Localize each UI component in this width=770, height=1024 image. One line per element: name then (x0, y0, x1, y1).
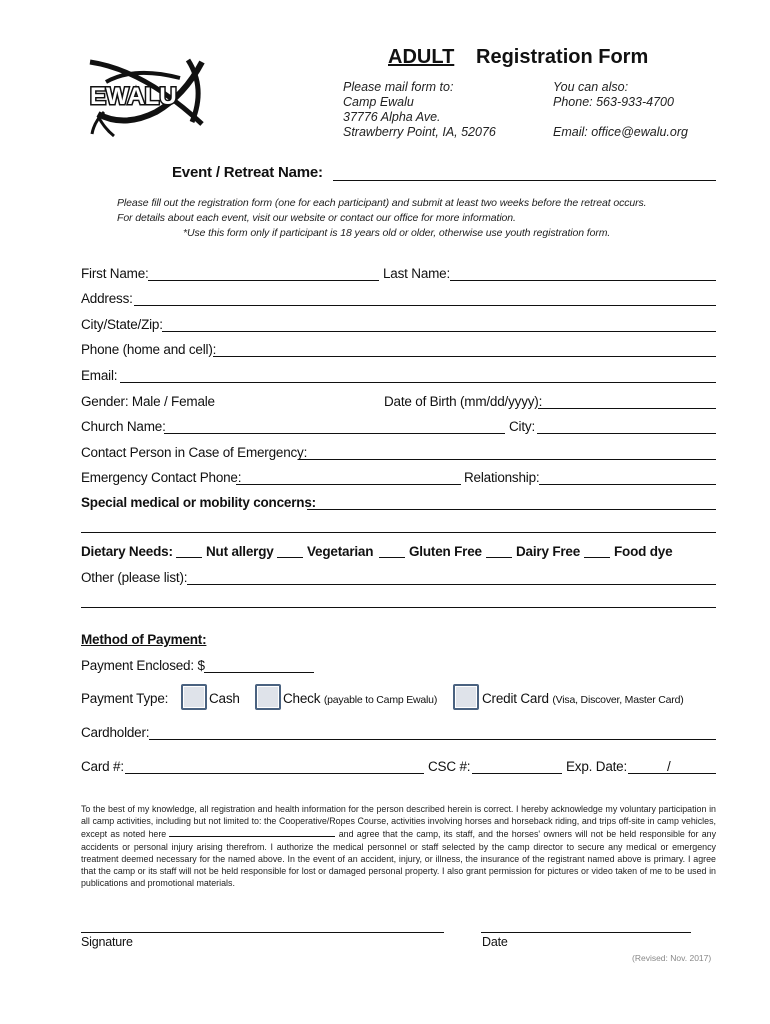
credit-card-label (482, 691, 684, 706)
card-number-label: Card #: (81, 759, 124, 774)
phone-field[interactable] (213, 356, 716, 357)
medical-label: Special medical or mobility concerns: (81, 495, 316, 510)
first-name-label: First Name: (81, 266, 149, 281)
exp-date-label: Exp. Date: (566, 759, 628, 774)
payment-type-label: Payment Type: (81, 691, 169, 706)
other-field-line-2[interactable] (81, 607, 716, 608)
ewalu-logo (84, 52, 210, 138)
email-field[interactable] (120, 382, 716, 383)
nut-allergy-blank[interactable] (176, 557, 202, 558)
church-name-field[interactable] (164, 433, 505, 434)
cardholder-field[interactable] (149, 739, 716, 740)
food-dye-blank[interactable] (584, 557, 610, 558)
exp-date-separator: / (667, 759, 671, 774)
emergency-phone-field[interactable] (236, 484, 461, 485)
event-label: Event / Retreat Name: (172, 164, 323, 181)
city-field[interactable] (537, 433, 716, 434)
credit-card-note: (Visa, Discover, Master Card) (552, 694, 684, 706)
vegetarian-label: Vegetarian (307, 544, 374, 559)
credit-card-text: Credit Card (482, 691, 549, 706)
revised-note: (Revised: Nov. 2017) (632, 953, 712, 963)
mail-line: 37776 Alpha Ave. (343, 110, 441, 124)
credit-card-checkbox[interactable] (453, 684, 479, 710)
dob-field[interactable] (538, 408, 716, 409)
dairy-free-label: Dairy Free (516, 544, 581, 559)
title-adult: ADULT (388, 46, 455, 68)
phone-label: Phone (home and cell): (81, 342, 217, 357)
emergency-contact-field[interactable] (299, 459, 716, 460)
legal-text-part1: To the best of my knowledge, all registration and health information for the person described herein is correct. I hereby acknowledge my voluntary participation in all camp activities, including but not limited to: the Cooperative/Ropes Course, activities involving horses and horseback riding, and trips off-site in camp vehicles, except as noted here (81, 804, 716, 840)
csc-field[interactable] (472, 773, 562, 774)
first-name-field[interactable] (148, 280, 379, 281)
legal-text-part2: and agree that the camp, its staff, and the horses' owners will not be held responsible for any accidents or personal injury arising therefrom. I authorize the medical personnel or staff selected by the camp director to secure any medical or emergency treatment deemed necessary for the named above. In the event of an accident, injury, or illness, the insurance of the registrant named above is primary. I agree that the camp or its staff will not be held responsible for lost or damaged personal property. I also grant permission for pictures or video taken of me to be used in publications and promotional materials. (81, 829, 717, 889)
church-name-label: Church Name: (81, 419, 166, 434)
contact-line: Email: office@ewalu.org (553, 125, 688, 139)
check-checkbox[interactable] (255, 684, 281, 710)
dob-label: Date of Birth (mm/dd/yyyy): (384, 394, 543, 409)
medical-field[interactable] (307, 509, 716, 510)
medical-field-line-2[interactable] (81, 532, 716, 533)
nut-allergy-label: Nut allergy (206, 544, 274, 559)
mail-line: Camp Ewalu (343, 95, 414, 109)
city-state-zip-field[interactable] (162, 331, 716, 332)
cash-label: Cash (209, 691, 240, 706)
food-dye-label: Food dye (614, 544, 673, 559)
date-label: Date (482, 935, 508, 949)
other-field[interactable] (187, 584, 716, 585)
dairy-free-blank[interactable] (486, 557, 512, 558)
city-state-zip-label: City/State/Zip: (81, 317, 163, 332)
address-label: Address: (81, 291, 133, 306)
instruction-line: For details about each event, visit our website or contact our office for more information. (117, 212, 516, 224)
emergency-contact-label: Contact Person in Case of Emergency: (81, 445, 308, 460)
signature-field[interactable] (81, 932, 444, 933)
cash-checkbox[interactable] (181, 684, 207, 710)
contact-line: You can also: (553, 80, 629, 94)
mail-line: Strawberry Point, IA, 52076 (343, 125, 496, 139)
payment-enclosed-label: Payment Enclosed: $ (81, 658, 205, 673)
date-field[interactable] (481, 932, 691, 933)
exp-date-field[interactable] (628, 773, 716, 774)
fish-logo-icon (84, 52, 210, 138)
vegetarian-blank[interactable] (277, 557, 303, 558)
relationship-field[interactable] (539, 484, 716, 485)
relationship-label: Relationship: (464, 470, 540, 485)
gender-label[interactable]: Gender: Male / Female (81, 394, 215, 409)
payment-heading: Method of Payment: (81, 632, 207, 647)
title-registration-form: Registration Form (476, 46, 649, 68)
other-label: Other (please list): (81, 570, 188, 585)
instruction-line: *Use this form only if participant is 18 years old or older, otherwise use youth registration form. (183, 227, 611, 239)
last-name-field[interactable] (450, 280, 716, 281)
mail-line: Please mail form to: (343, 80, 454, 94)
gluten-free-label: Gluten Free (409, 544, 482, 559)
mail-address-block (343, 80, 496, 140)
instruction-line: Please fill out the registration form (one for each participant) and submit at least two weeks before the retreat occurs. (117, 197, 647, 209)
payment-amount-field[interactable] (204, 672, 314, 673)
legal-paragraph (81, 803, 716, 889)
address-field[interactable] (134, 305, 716, 306)
email-label: Email: (81, 368, 118, 383)
event-name-field[interactable] (333, 180, 716, 181)
card-number-field[interactable] (125, 773, 424, 774)
contact-line: Phone: 563-933-4700 (553, 95, 674, 109)
svg-text:EWALU: EWALU (90, 83, 177, 110)
gluten-free-blank[interactable] (379, 557, 405, 558)
csc-label: CSC #: (428, 759, 471, 774)
last-name-label: Last Name: (383, 266, 451, 281)
check-text: Check (283, 691, 321, 706)
dietary-label: Dietary Needs: (81, 544, 173, 559)
contact-line (553, 110, 688, 125)
city-label: City: (509, 419, 536, 434)
signature-label: Signature (81, 935, 133, 949)
check-label (283, 691, 437, 706)
emergency-phone-label: Emergency Contact Phone: (81, 470, 242, 485)
check-note: (payable to Camp Ewalu) (323, 694, 438, 706)
contact-block (553, 80, 688, 140)
legal-exceptions-field[interactable] (169, 827, 335, 837)
cardholder-label: Cardholder: (81, 725, 150, 740)
